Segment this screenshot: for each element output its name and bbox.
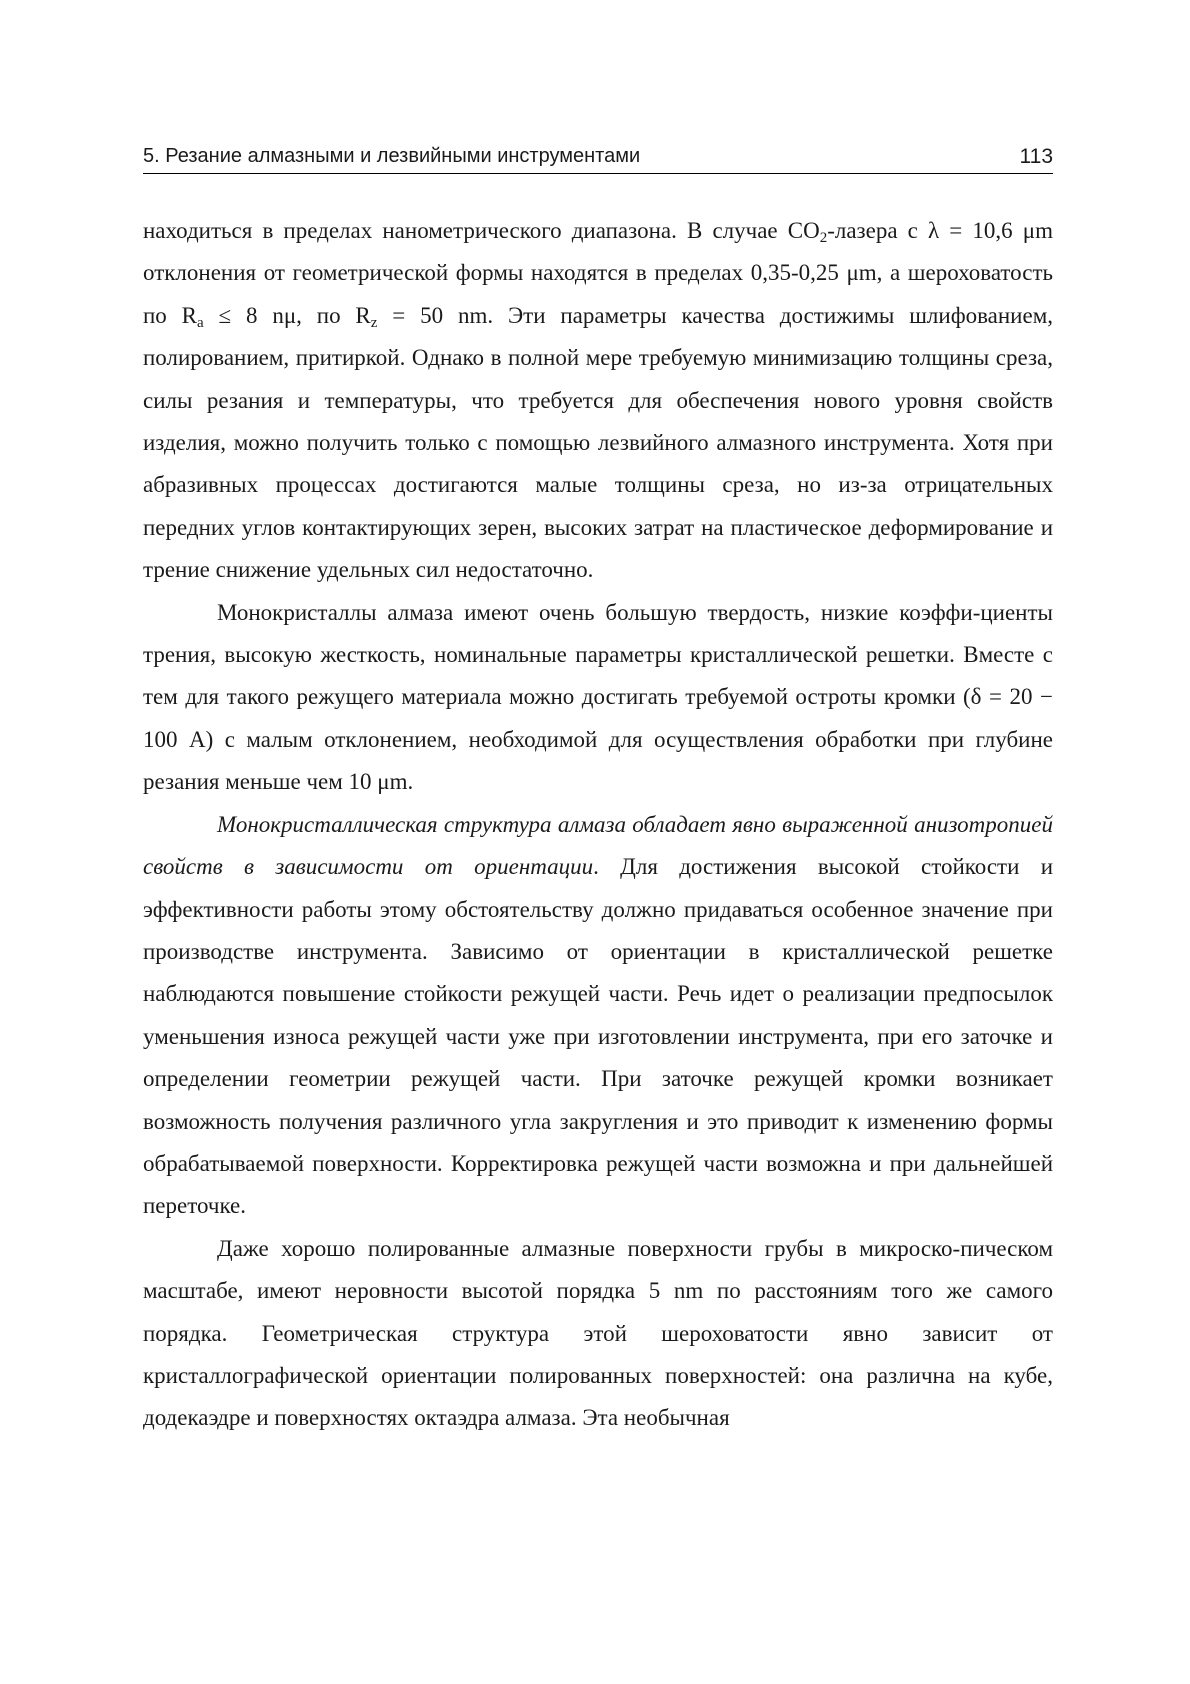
paragraph-3-rest: . Для достижения высокой стойкости и эффективности работы этому обстоятельству должно придаваться особенное значение при производстве инструмента. Зависимо от ориентации в кристаллической решетке наблюдаются повышение стойкости режущей части. Речь идет о реализации предпосылок уменьшения износа режущей части уже при изготовлении инструмента, при его заточке и определении геометрии режущей части. При заточке режущей кромки возникает возможность получения различного угла закругления и это приводит к изменению формы обрабатываемой поверхности. Корректировка режущей части возможна и при дальнейшей переточке. bbox=[143, 854, 1053, 1219]
body-text bbox=[143, 210, 1053, 1440]
paragraph-1-part-3: ≤ 8 nμ, по R bbox=[203, 302, 371, 328]
page-number: 113 bbox=[1019, 145, 1053, 168]
subscript-a: a bbox=[197, 314, 204, 331]
subscript-z: z bbox=[370, 314, 378, 331]
paragraph-1 bbox=[143, 210, 1053, 592]
running-title: 5. Резание алмазными и лезвийными инструментами bbox=[143, 145, 641, 167]
paragraph-4: Даже хорошо полированные алмазные поверхности грубы в микроско-пическом масштабе, имеют неровности высотой порядка 5 nm по расстояниям того же самого порядка. Геометрическая структура этой шероховатости явно зависит от кристаллографической ориентации полированных поверхностей: она различна на кубе, додекаэдре и поверхностях октаэдра алмаза. Эта необычная bbox=[143, 1235, 1053, 1431]
paragraph-1-part-4: = 50 nm. Эти параметры качества достижимы шлифованием, полированием, притиркой. Однако в полной мере требуемую минимизацию толщины среза, силы резания и температуры, что требуется для обеспечения нового уровня свойств изделия, можно получить только с помощью лезвийного алмазного инструмента. Хотя при абразивных процессах достигаются малые толщины среза, но из-за отрицательных передних углов контактирующих зерен, высоких затрат на пластическое деформирование и трение снижение удельных сил недостаточно. bbox=[143, 302, 1054, 583]
paragraph-2: Монокристаллы алмаза имеют очень большую твердость, низкие коэффи-циенты трения, высокую жесткость, номинальные параметры кристаллической решетки. Вместе с тем для такого режущего материала можно достигать требуемой остроты кромки (δ = 20 − 100 А) с малым отклонением, необходимой для осуществления обработки при глубине резания меньше чем 10 μm. bbox=[143, 599, 1053, 795]
paragraph-1-part-1: находиться в пределах нанометрического диапазона. В случае СО bbox=[143, 218, 820, 243]
italic-statement: Монокристаллическая структура алмаза обладает явно выраженной анизотропией свойств в зависимости от ориентации bbox=[143, 811, 1053, 880]
running-header bbox=[143, 143, 1053, 174]
subscript-2: 2 bbox=[819, 230, 828, 246]
paragraph-1-part-2: -лазера с λ = 10,6 μm отклонения от геометрической формы находятся в пределах 0,35-0,25 μm, а шероховатость по R bbox=[143, 218, 1053, 328]
paragraph-3 bbox=[143, 804, 1053, 1228]
